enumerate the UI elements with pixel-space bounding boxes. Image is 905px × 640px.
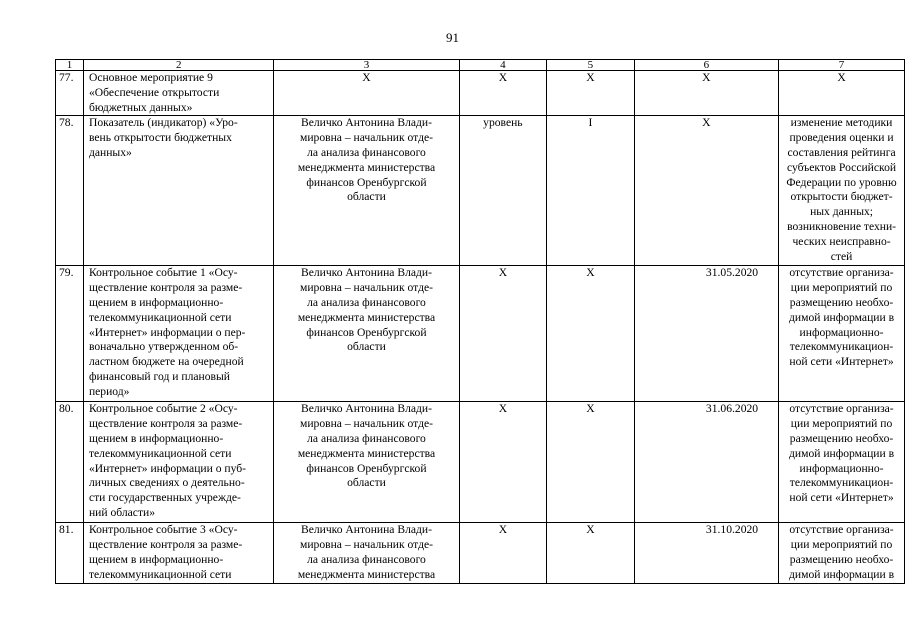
table-row — [56, 402, 905, 523]
header-row — [56, 60, 905, 71]
table-row — [56, 523, 905, 583]
header-cell: 7 — [779, 60, 905, 71]
table-row — [56, 71, 905, 116]
risk-description: Х — [779, 71, 905, 116]
table-row — [56, 266, 905, 402]
unit: Х — [459, 402, 547, 523]
row-number: 77. — [56, 71, 84, 116]
event-name: Контрольное событие 2 «Осу- ществление контроля за разме- щением в информационно- телекоммуникационной сети «Интернет» информации о пуб- личных сведениях о деятельно- сти государственных учрежде- ний области» — [83, 402, 273, 523]
responsible-person: Величко Антонина Влади- мировна – начальник отде- ла анализа финансового менеджмента министерства финансов Оренбургской области — [274, 116, 459, 266]
header-cell: 1 — [56, 60, 84, 71]
header-cell: 4 — [459, 60, 547, 71]
header-cell: 2 — [83, 60, 273, 71]
responsible-person: Величко Антонина Влади- мировна – начальник отде- ла анализа финансового менеджмента министерства финансов Оренбургской области — [274, 402, 459, 523]
deadline: 31.10.2020 — [634, 523, 778, 583]
unit: Х — [459, 523, 547, 583]
header-cell: 6 — [634, 60, 778, 71]
responsible-person: Величко Антонина Влади- мировна – начальник отде- ла анализа финансового менеджмента министерства финансов Оренбургской области — [274, 266, 459, 402]
monitoring-table — [55, 59, 905, 584]
value: Х — [547, 71, 634, 116]
row-number: 80. — [56, 402, 84, 523]
value: Х — [547, 402, 634, 523]
responsible-person: Величко Антонина Влади- мировна – начальник отде- ла анализа финансового менеджмента министерства — [274, 523, 459, 583]
event-name: Основное мероприятие 9 «Обеспечение открытости бюджетных данных» — [83, 71, 273, 116]
header-cell: 5 — [547, 60, 634, 71]
unit: Х — [459, 71, 547, 116]
row-number: 78. — [56, 116, 84, 266]
event-name: Контрольное событие 1 «Осу- ществление контроля за разме- щением в информационно- телекоммуникационной сети «Интернет» информации о пер- воначально утвержденном об- ластном бюджете на очередной финансовый год и плановый период» — [83, 266, 273, 402]
event-name: Показатель (индикатор) «Уро- вень открытости бюджетных данных» — [83, 116, 273, 266]
page-number: 91 — [446, 30, 459, 45]
deadline: 31.05.2020 — [634, 266, 778, 402]
risk-description: отсутствие организа- ции мероприятий по размещению необхо- димой информации в информационно- телекоммуникацион- ной сети «Интернет» — [779, 402, 905, 523]
deadline: Х — [634, 71, 778, 116]
header-cell: 3 — [274, 60, 459, 71]
responsible-person: Х — [274, 71, 459, 116]
event-name: Контрольное событие 3 «Осу- ществление контроля за разме- щением в информационно- телекоммуникационной сети — [83, 523, 273, 583]
risk-description: изменение методики проведения оценки и составления рейтинга субъектов Российской Федерации по уровню открытости бюджет- ных данных; возникновение техни- ческих неисправно- стей — [779, 116, 905, 266]
row-number: 81. — [56, 523, 84, 583]
value: Х — [547, 523, 634, 583]
unit: Х — [459, 266, 547, 402]
table-row — [56, 116, 905, 266]
deadline: Х — [634, 116, 778, 266]
row-number: 79. — [56, 266, 84, 402]
value: Х — [547, 266, 634, 402]
unit: уровень — [459, 116, 547, 266]
deadline: 31.06.2020 — [634, 402, 778, 523]
value: I — [547, 116, 634, 266]
risk-description: отсутствие организа- ции мероприятий по размещению необхо- димой информации в информационно- телекоммуникацион- ной сети «Интернет» — [779, 266, 905, 402]
risk-description: отсутствие организа- ции мероприятий по размещению необхо- димой информации в — [779, 523, 905, 583]
